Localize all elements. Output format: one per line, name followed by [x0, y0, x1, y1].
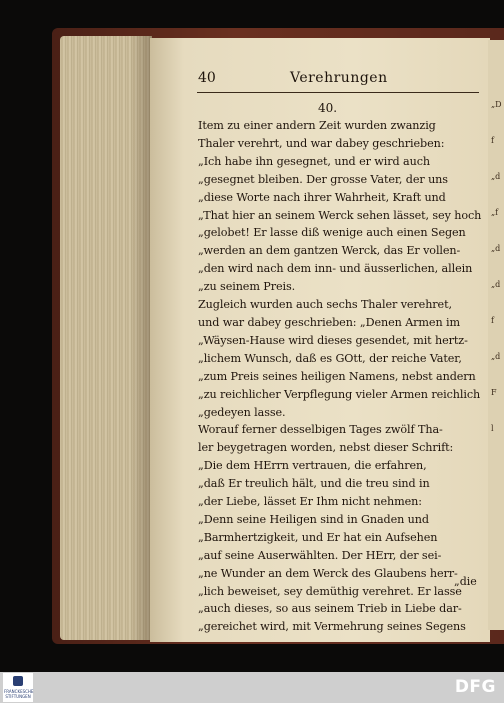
text-line: „zum Preis seines heiligen Namens, nebst andern	[198, 369, 476, 383]
funder-logo[interactable]: DFG	[454, 677, 496, 697]
text-line: „Ich habe ihn gesegnet, und er wird auch	[198, 154, 430, 168]
page-header	[198, 70, 480, 90]
body-text	[198, 117, 482, 636]
text-line: „Barmhertzigkeit, und Er hat ein Aufsehen	[198, 530, 438, 544]
text-line: „den wird nach dem inn- und äusserlichen, allein	[198, 262, 473, 276]
running-head: Verehrungen	[290, 70, 388, 86]
text-line: „That hier an seinem Werck sehen lässet, sey hoch	[198, 208, 482, 222]
next-page-fragment-text: f	[491, 136, 494, 145]
text-line: Thaler verehrt, und war dabey geschrieben:	[198, 136, 445, 150]
text-line: „Die dem HErrn vertrauen, die erfahren,	[198, 459, 427, 473]
text-line: und war dabey geschrieben: „Denen Armen im	[198, 315, 461, 329]
text-line: „lich beweiset, sey demüthig verehret. Er lasse	[198, 584, 462, 598]
section-number: 40.	[318, 101, 338, 115]
text-line: Zugleich wurden auch sechs Thaler verehret,	[198, 298, 452, 312]
next-page-fragment-text: „f	[491, 208, 499, 217]
next-page-fragment-text: „d	[491, 280, 501, 289]
text-line: „diese Worte nach ihrer Wahrheit, Kraft und	[198, 190, 446, 204]
next-page-fragment-text: f	[491, 316, 494, 325]
next-page-fragment-text: „d	[491, 172, 501, 181]
text-line: „Denn seine Heiligen sind in Gnaden und	[198, 512, 429, 526]
catchword: „die	[454, 575, 477, 588]
header-rule	[197, 92, 479, 93]
next-page-fragment-text: l	[491, 424, 494, 433]
next-page-fragment-text: „d	[491, 244, 501, 253]
next-page-fragment-text: „D	[491, 100, 502, 109]
text-line: „zu seinem Preis.	[198, 280, 296, 294]
text-line: Worauf ferner desselbigen Tages zwölf Tha-	[198, 423, 443, 437]
institution-logo[interactable]	[3, 673, 33, 702]
next-page-fragment	[488, 40, 504, 630]
text-line: „ne Wunder an dem Werck des Glaubens herr-	[198, 566, 458, 580]
text-line: Item zu einer andern Zeit wurden zwanzig	[198, 119, 436, 132]
next-page-fragment-text: F	[491, 388, 497, 397]
text-line: „Wäysen-Hause wird dieses gesendet, mit hertz-	[198, 333, 468, 347]
text-line: „gelobet! Er lasse diß wenige auch einen Segen	[198, 226, 466, 240]
viewer-footer	[0, 672, 504, 703]
text-line: „zu reichlicher Verpflegung vieler Armen reichlich	[198, 387, 481, 401]
text-line: „auf seine Auserwählten. Der HErr, der sei-	[198, 548, 442, 562]
page-edges	[60, 36, 152, 640]
logo-text: FRANCKESCHE STIFTUNGEN	[4, 689, 34, 699]
text-line: „daß Er treulich hält, und die treu sind in	[198, 477, 430, 491]
next-page-fragment-text: „d	[491, 352, 501, 361]
text-line: „auch dieses, so aus seinem Trieb in Liebe dar-	[198, 602, 462, 616]
text-line: „werden an dem gantzen Werck, das Er vollen-	[198, 244, 461, 258]
text-line: „gereichet wird, mit Vermehrung seines Segens	[198, 620, 466, 634]
logo-icon	[13, 676, 23, 686]
text-line: „gedeyen lasse.	[198, 405, 286, 419]
text-line: „der Liebe, lässet Er Ihm nicht nehmen:	[198, 495, 422, 509]
text-line: „gesegnet bleiben. Der grosse Vater, der uns	[198, 172, 448, 186]
text-line: „lichem Wunsch, daß es GOtt, der reiche Vater,	[198, 351, 462, 365]
text-line: ler beygetragen worden, nebst dieser Schrift:	[198, 441, 454, 455]
page-number: 40	[198, 70, 216, 86]
